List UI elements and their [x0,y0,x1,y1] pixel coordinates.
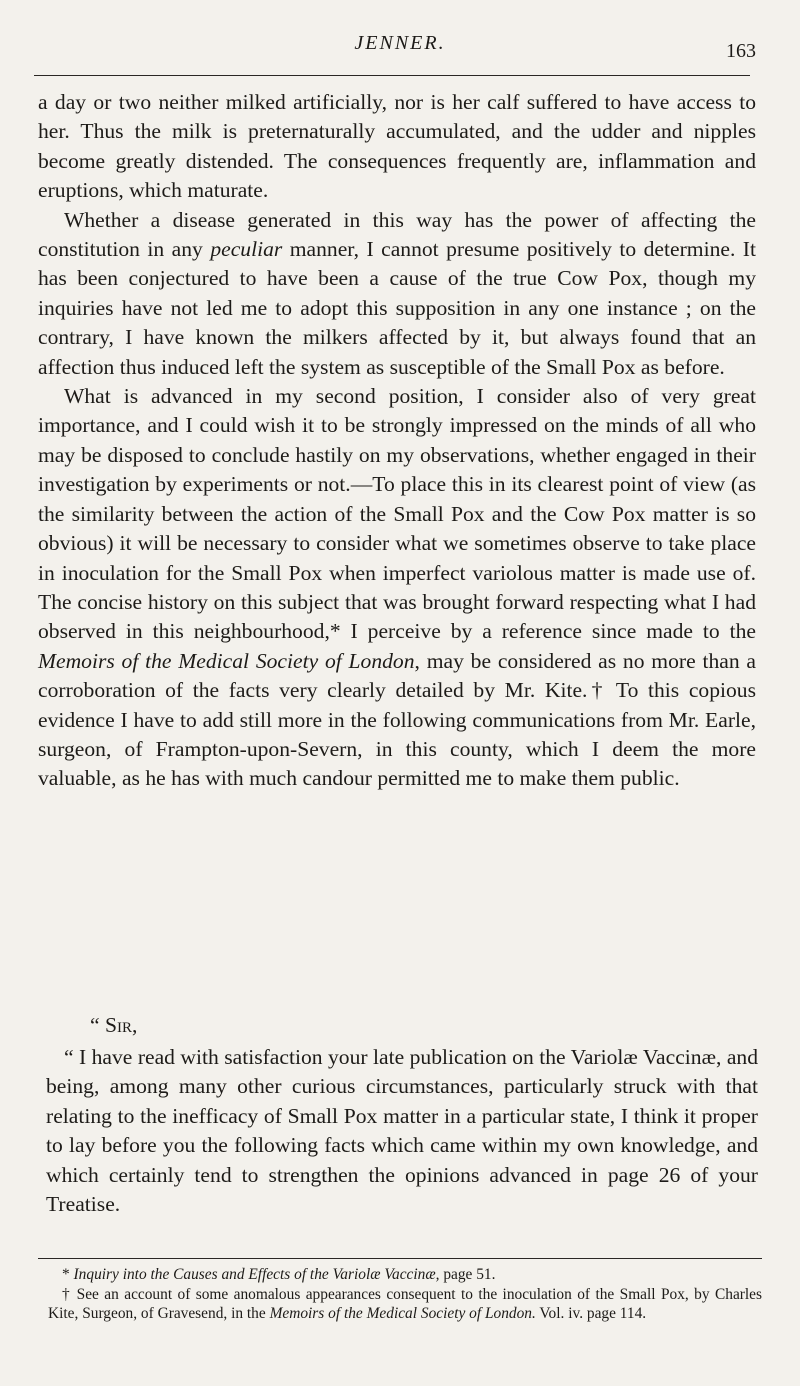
letter-salutation: “ Sir, [90,1013,138,1037]
footnotes [48,1265,762,1324]
running-head [0,28,800,68]
footnote-1-title: Inquiry into the Causes and Effects of the Variolæ Vaccinæ, [73,1266,440,1283]
footnote-1-marker: * [62,1266,74,1283]
italic-term: peculiar [210,237,283,262]
letter-body [46,1043,758,1219]
page-number: 163 [726,40,756,62]
running-title: JENNER. [354,32,446,54]
footnote-1-page: page 51. [439,1266,496,1283]
italic-term: Memoirs of the Medical Society of London [38,648,415,673]
header-rule [34,75,750,76]
footnote-2-text: † See an account of some anomalous appearances consequent to the inoculation of the Small Pox, by Charles Kite, Surgeon, of Gravesend, in the [48,1285,762,1323]
paragraph-continuation: a day or two neither milked artificially, nor is her calf suffered to have access to her. Thus the milk is preternaturally accumulated, and the udder and nipples become greatly distended. The consequences frequently are, inflammation and eruptions, which maturate. [38,90,756,203]
footnote-2 [48,1285,762,1324]
footnote-2-journal: Memoirs of the Medical Society of London. [269,1305,536,1323]
letter-paragraph: “ I have read with satisfaction your late publication on the Variolæ Vaccinæ, and being, among many other curious circumstances, particularly struck with that relating to the inefficacy of Small Pox matter in a particular state, I think it proper to lay before you the following facts which came within my own knowledge, and which certainly tend to strengthen the opinions advanced in page 26 of your Treatise. [46,1045,758,1217]
paragraph-disease: Whether a disease generated in this way has the power of affecting the constitution in any peculiar manner, I cannot presume positively to determine. It has been conjectured to have been a cause of the true Cow Pox, though my inquiries have not led me to adopt this supposition in any one instance ; on the contrary, I have known the milkers affected by it, but always found that an affection thus induced left the system as susceptible of the Small Pox as before. [38,207,757,379]
paragraph-second-position: What is advanced in my second position, I consider also of very great importance, and I could wish it to be strongly impressed on the minds of all who may be disposed to conclude hastily on my observations, whether engaged in their investigation by experiments or not.—To place this in its clearest point of view (as the similarity between the action of the Small Pox and the Cow Pox matter is so obvious) it will be necessary to consider what we sometimes observe to take place in inoculation for the Small Pox when imperfect variolous matter is made use of. The concise history on this subject that was brought forward respecting what I had observed in this neighbourhood,* I perceive by a reference since made to the Memoirs of the Medical Society of London, may be considered as no more than a corroboration of the facts very clearly detailed by Mr. Kite.† To this copious evidence I have to add still more in the following communications from Mr. Earle, surgeon, of Frampton-upon-Severn, in this county, which I deem the more valuable, as he has with much candour permitted me to make them public. [38,384,756,791]
footnote-rule [38,1258,762,1259]
footnote-1 [48,1265,762,1285]
footnote-2-volume: Vol. iv. page 114. [535,1305,647,1323]
body-text [38,88,756,794]
